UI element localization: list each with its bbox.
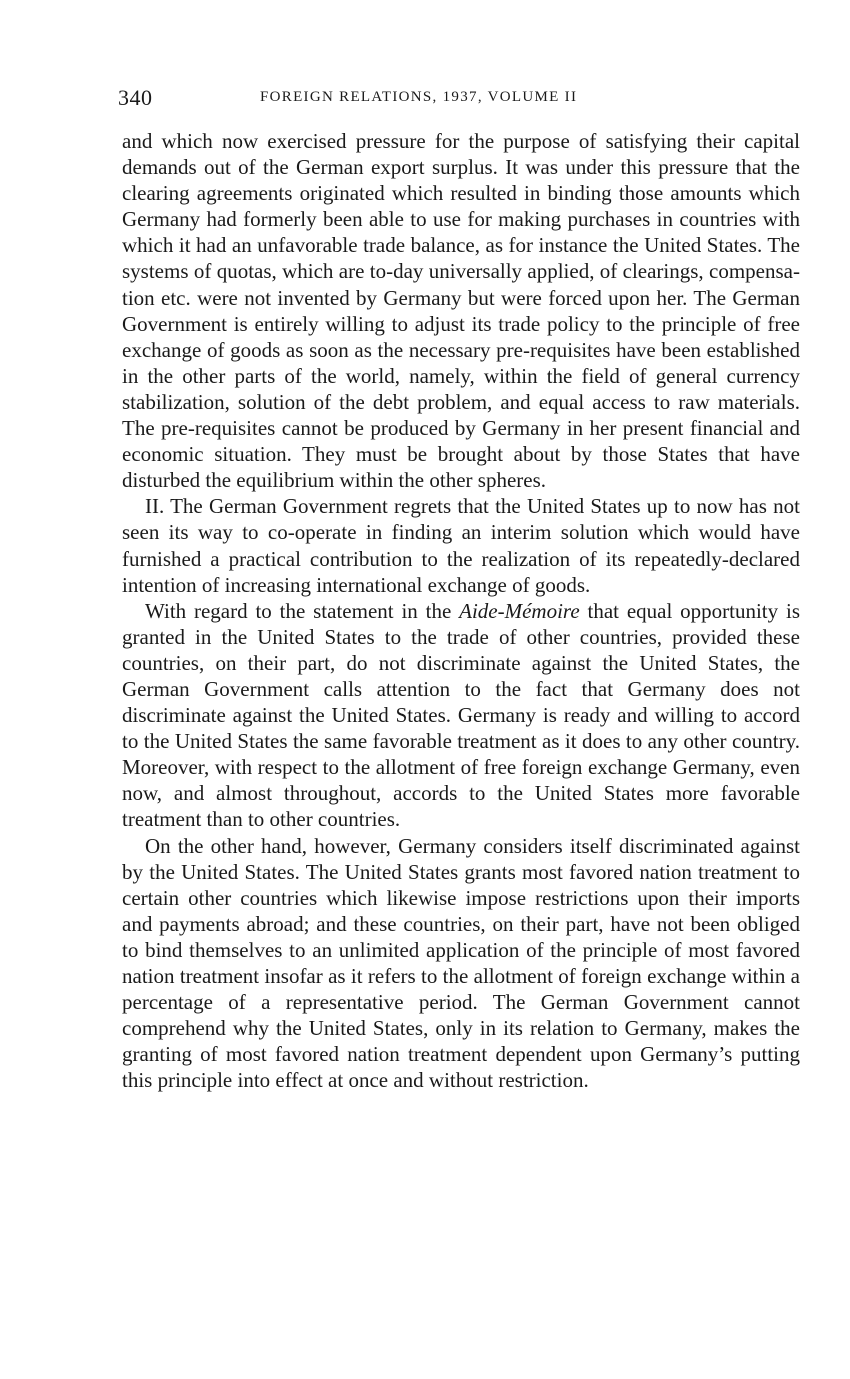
- paragraph-discrimination: On the other hand, however, Germany considers itself discriminated against by the United States. The United States grants most favored nation treatment to certain other countries which likewise impose restrictions upon their imports and payments abroad; and these countries, on their part, have not been obliged to bind themselves to an unlimited application of the principle of most favored nation treatment insofar as it refers to the allotment of foreign exchange within a percentage of a representative period. The German Government cannot comprehend why the United States, only in its relation to Germany, makes the granting of most favored nation treatment dependent upon Germany’s putting this principle into effect at once and without restriction.: [122, 833, 800, 1093]
- paragraph-aide-memoire-start: With regard to the statement in the: [145, 598, 460, 623]
- paragraph-continuation: and which now exercised pressure for the purpose of satisfying their capital demands out of the German export surplus. It was under this pressure that the clearing agreements originated which resulted in binding those amounts which Germany had formerly been able to use for making purchases in countries with which it had an unfavorable trade balance, as for instance the United States. The systems of quotas, which are to-day universally applied, of clearings, compensation etc. were not invented by Germany but were forced upon her. The German Government is entirely willing to adjust its trade policy to the principle of free exchange of goods as soon as the necessary pre-requisites have been established in the other parts of the world, namely, within the field of general currency stabilization, solution of the debt problem, and equal access to raw materials. The pre-requisites cannot be produced by Germany in her present financial and economic situation. They must be brought about by those States that have disturbed the equilibrium within the other spheres.: [122, 129, 800, 493]
- paragraph-aide-memoire-end: that equal opportunity is granted in the United States to the trade of other countries, provided these countries, on their part, do not discriminate against the United States, the German Government calls attention to the fact that Germany does not discriminate against the United States. Germany is ready and willing to accord to the United States the same favorable treatment as it does to any other country. Moreover, with respect to the allotment of free foreign exchange Germany, even now, and almost throughout, accords to the United States more favorable treatment than to other countries.: [122, 598, 800, 832]
- body-text: [122, 128, 800, 1093]
- running-title: FOREIGN RELATIONS, 1937, VOLUME II: [260, 89, 578, 105]
- paragraph-section-ii: II. The German Government regrets that the United States up to now has not seen its way to co-operate in finding an interim solution which would have furnished a practical contribution to the realization of its repeatedly-declared intention of increasing international exchange of goods.: [122, 494, 800, 597]
- paragraph-aide-memoire: [122, 598, 800, 833]
- aide-memoire-term: Aide-Mémoire: [459, 598, 580, 623]
- page-number: 340: [118, 85, 153, 110]
- running-header: [118, 85, 798, 115]
